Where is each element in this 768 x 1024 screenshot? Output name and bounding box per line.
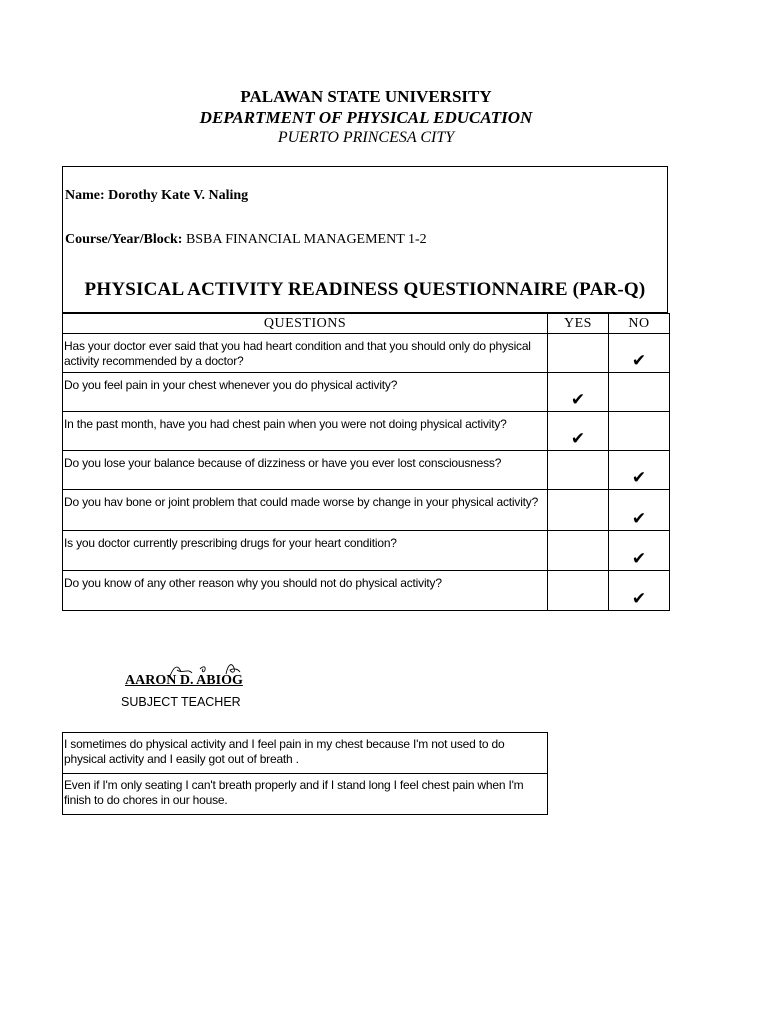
course-value: BSBA FINANCIAL MANAGEMENT 1-2: [185, 232, 427, 247]
question-cell: Has your doctor ever said that you had heart condition and that you should only do physical activity recommended by a doctor?: [63, 334, 548, 373]
no-cell: [609, 412, 670, 451]
table-row: [63, 373, 670, 412]
yes-header: YES: [548, 314, 609, 334]
check-mark-icon: ✔: [631, 468, 647, 488]
yes-cell: [548, 412, 609, 451]
question-cell: Do you lose your balance because of dizziness or have you ever lost consciousness?: [63, 451, 548, 490]
check-mark-icon: ✔: [631, 549, 647, 569]
questions-header: QUESTIONS: [63, 314, 548, 334]
question-cell: Is you doctor currently prescribing drugs for your heart condition?: [63, 531, 548, 571]
no-cell: [609, 571, 670, 611]
question-cell: Do you feel pain in your chest whenever you do physical activity?: [63, 373, 548, 412]
teacher-name: AARON D. ABIOG: [125, 673, 243, 688]
parq-table: [62, 313, 670, 611]
question-cell: Do you know of any other reason why you should not do physical activity?: [63, 571, 548, 611]
table-row: [63, 334, 670, 373]
notes-table: [62, 732, 548, 815]
yes-cell: [548, 373, 609, 412]
city-name: PUERTO PRINCESA CITY: [277, 129, 455, 146]
course-label: Course/Year/Block:: [65, 232, 183, 247]
note-row: [63, 774, 548, 815]
no-header: NO: [609, 314, 670, 334]
course-line: [65, 232, 427, 248]
no-cell: [609, 451, 670, 490]
teacher-role: SUBJECT TEACHER: [121, 695, 241, 709]
yes-cell: [548, 490, 609, 531]
note-row: [63, 733, 548, 774]
check-mark-icon: ✔: [570, 390, 586, 410]
no-cell: [609, 531, 670, 571]
form-title: PHYSICAL ACTIVITY READINESS QUESTIONNAIRE (PAR-Q): [84, 279, 646, 300]
department-name: DEPARTMENT OF PHYSICAL EDUCATION: [199, 108, 533, 127]
no-cell: [609, 373, 670, 412]
student-name-line: [65, 188, 248, 204]
table-row: [63, 531, 670, 571]
yes-cell: [548, 571, 609, 611]
name-value: Dorothy Kate V. Naling: [108, 188, 249, 203]
question-cell: Do you hav bone or joint problem that could made worse by change in your physical activity?: [63, 490, 548, 531]
table-header-row: [63, 314, 670, 334]
table-row: [63, 412, 670, 451]
note-text: I sometimes do physical activity and I feel pain in my chest because I'm not used to do physical activity and I easily got out of breath .: [63, 733, 548, 774]
yes-cell: [548, 531, 609, 571]
check-mark-icon: ✔: [631, 589, 647, 609]
university-name: PALAWAN STATE UNIVERSITY: [240, 87, 492, 106]
no-cell: [609, 490, 670, 531]
document-header: [0, 86, 732, 148]
note-text: Even if I'm only seating I can't breath properly and if I stand long I feel chest pain when I'm finish to do chores in our house.: [63, 774, 548, 815]
table-row: [63, 451, 670, 490]
table-row: [63, 490, 670, 531]
check-mark-icon: ✔: [631, 351, 647, 371]
check-mark-icon: ✔: [631, 509, 647, 529]
student-info-box: [62, 166, 668, 313]
table-row: [63, 571, 670, 611]
name-label: Name:: [65, 188, 105, 203]
question-cell: In the past month, have you had chest pain when you were not doing physical activity?: [63, 412, 548, 451]
no-cell: [609, 334, 670, 373]
yes-cell: [548, 451, 609, 490]
check-mark-icon: ✔: [570, 429, 586, 449]
yes-cell: [548, 334, 609, 373]
